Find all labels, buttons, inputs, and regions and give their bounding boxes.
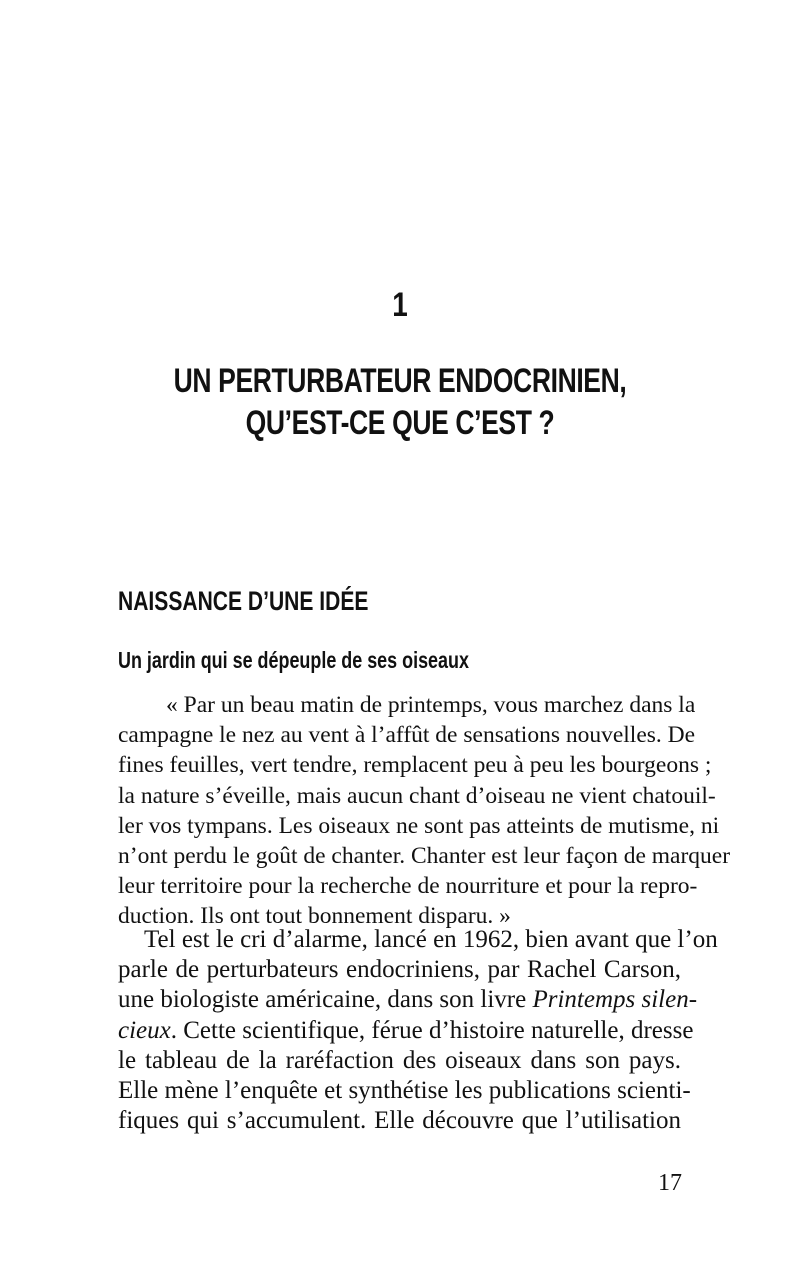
body-line — [118, 985, 698, 1015]
body-text: . Cette scientifique, férue d’histoire naturelle, dresse — [170, 1016, 694, 1044]
book-title-italic: Printemps silen- — [532, 986, 698, 1014]
page-number: 17 — [658, 1170, 682, 1196]
quotation-block — [118, 690, 731, 932]
quote-line: la nature s’éveille, mais aucun chant d’oiseau ne vient chatouil- — [118, 782, 716, 809]
book-title-italic: cieux — [118, 1016, 171, 1044]
body-text: une biologiste américaine, dans son livre — [118, 986, 533, 1014]
quote-line: fines feuilles, vert tendre, remplacent peu à peu les bourgeons ; — [118, 752, 712, 779]
chapter-title — [0, 360, 800, 444]
quote-line: campagne le nez au vent à l’affût de sensations nouvelles. De — [118, 722, 696, 749]
quote-line: « Par un beau matin de printemps, vous marchez dans la — [166, 692, 696, 718]
body-line: fiques qui s’accumulent. Elle découvre que l’utilisation — [118, 1107, 681, 1135]
chapter-title-line-1: UN PERTURBATEUR ENDOCRINIEN, — [173, 362, 627, 400]
quote-line: n’ont perdu le goût de chanter. Chanter est leur façon de marquer — [118, 843, 731, 870]
body-line: parle de perturbateurs endocriniens, par Rachel Carson, — [118, 956, 681, 984]
body-line: Elle mène l’enquête et synthétise les publications scienti- — [118, 1077, 691, 1105]
subsection-title: Un jardin qui se dépeuple de ses oiseaux — [118, 647, 469, 673]
body-paragraph — [118, 925, 718, 1136]
chapter-title-line-2: QU’EST-CE QUE C’EST ? — [245, 404, 555, 442]
chapter-number: 1 — [392, 286, 408, 324]
quote-line: duction. Ils ont tout bonnement disparu. » — [118, 903, 511, 930]
body-line: Tel est le cri d’alarme, lancé en 1962, bien avant que l’on — [144, 926, 718, 953]
body-line — [118, 1016, 694, 1046]
quote-line: leur territoire pour la recherche de nourriture et pour la repro- — [118, 873, 698, 900]
section-title: NAISSANCE D’UNE IDÉE — [118, 586, 369, 616]
quote-line: ler vos tympans. Les oiseaux ne sont pas atteints de mutisme, ni — [118, 812, 720, 839]
body-line: le tableau de la raréfaction des oiseaux dans son pays. — [118, 1046, 681, 1074]
